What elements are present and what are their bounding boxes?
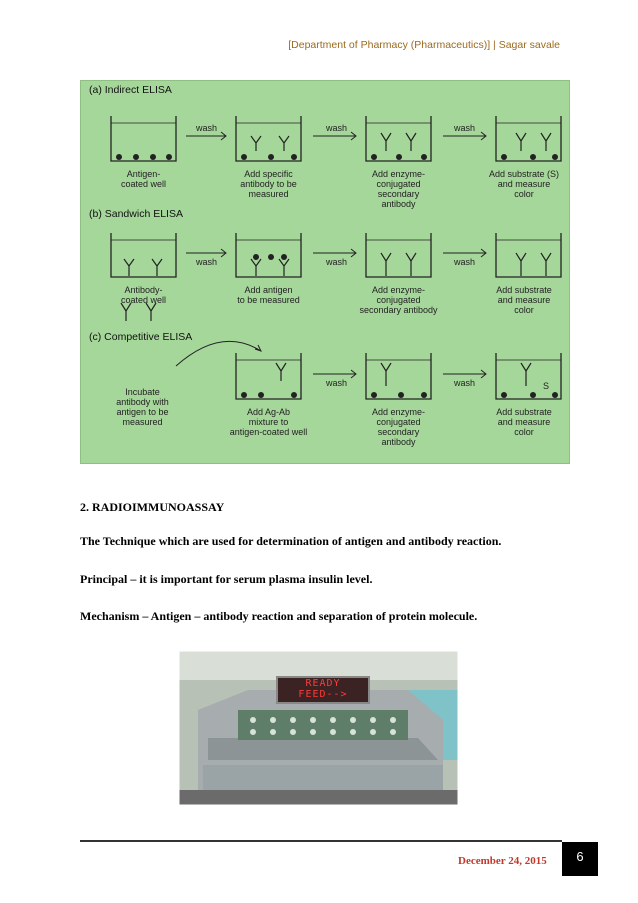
step-label: Add enzyme- conjugated secondary antibody <box>359 285 438 315</box>
step-label: Add enzyme- conjugated secondary antibody <box>371 169 426 209</box>
wash-label: wash <box>326 378 348 388</box>
wash-label: wash <box>454 257 476 267</box>
device-display: READY FEED--> <box>276 676 370 704</box>
step-label: Add antigen to be measured <box>237 285 300 305</box>
footer-date: December 24, 2015 <box>458 855 547 867</box>
page-number: 6 <box>562 842 598 876</box>
step-label: Antibody- coated well <box>120 285 167 305</box>
paragraph-technique: The Technique which are used for determination of antigen and antibody reaction. <box>80 534 502 548</box>
wash-label: wash <box>454 378 476 388</box>
wash-label: wash <box>454 123 476 133</box>
device-illustration <box>178 650 459 806</box>
step-label: Antigen- coated well <box>120 169 167 189</box>
step-label: Add substrate and measure color <box>496 407 552 437</box>
footer-divider <box>80 840 562 842</box>
paragraph-principal: Principal – it is important for serum plasma insulin level. <box>80 572 373 586</box>
step-label: Add specific antibody to be measured <box>240 169 297 199</box>
elisa-figure <box>80 80 570 464</box>
page-header: [Department of Pharmacy (Pharmaceutics)] | Sagar savale <box>288 39 560 51</box>
section-heading: 2. RADIOIMMUNOASSAY <box>80 500 225 514</box>
substrate-label: S <box>543 381 550 391</box>
well-a1 <box>111 116 176 161</box>
well-a2 <box>236 116 301 161</box>
wash-label: wash <box>196 257 218 267</box>
step-label: Add Ag-Ab mixture to antigen-coated well <box>229 407 308 437</box>
step-label: Add enzyme- conjugated secondary antibody <box>371 407 426 447</box>
well-b4 <box>496 233 561 277</box>
section-title-competitive: (c) Competitive ELISA <box>89 331 193 343</box>
well-c3 <box>366 353 431 399</box>
well-b1 <box>111 233 176 277</box>
paragraph-mechanism: Mechanism – Antigen – antibody reaction and separation of protein molecule. <box>80 609 478 623</box>
radioimmunoassay-device-photo <box>178 650 459 806</box>
step-label: Add substrate (S) and measure color <box>488 169 560 199</box>
section-title-sandwich: (b) Sandwich ELISA <box>89 208 183 220</box>
wash-label: wash <box>196 123 218 133</box>
well-b2 <box>236 233 301 277</box>
well-c4 <box>496 353 561 399</box>
well-a4 <box>496 116 561 161</box>
step-label: Incubate antibody with antigen to be measured <box>116 387 169 427</box>
well-c2 <box>236 353 301 399</box>
wash-label: wash <box>326 257 348 267</box>
wash-label: wash <box>326 123 348 133</box>
well-b3 <box>366 233 431 277</box>
section-title-indirect: (a) Indirect ELISA <box>89 84 172 96</box>
step-label: Add substrate and measure color <box>496 285 552 315</box>
